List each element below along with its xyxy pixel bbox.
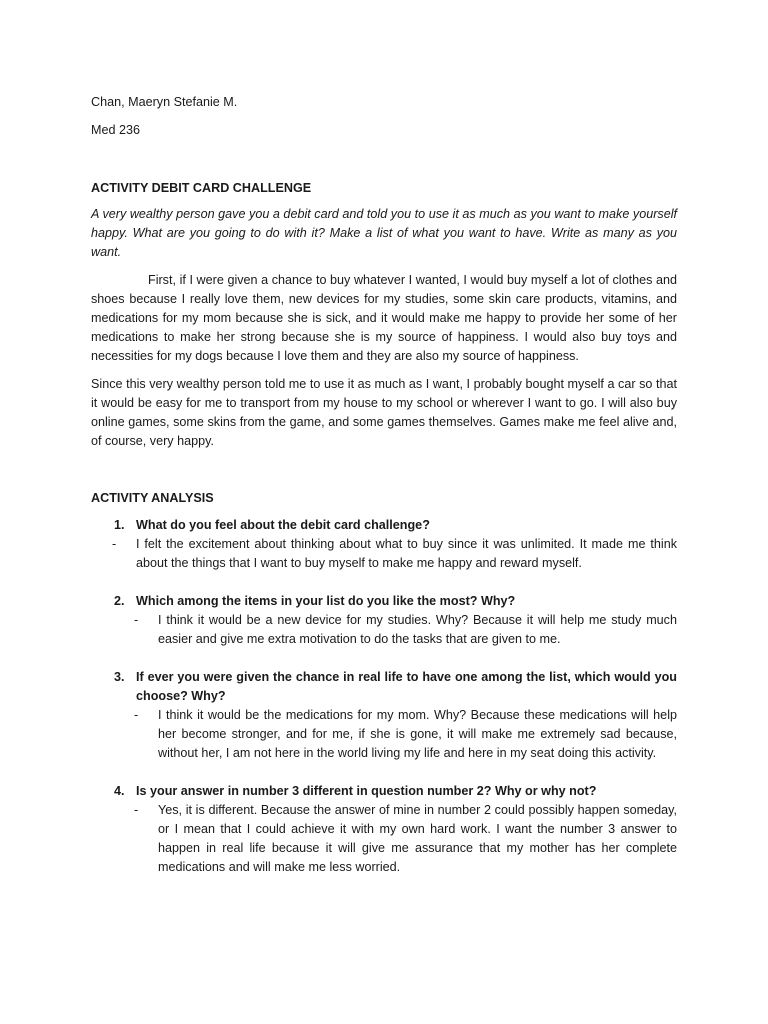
analysis-title: ACTIVITY ANALYSIS bbox=[91, 491, 214, 505]
question-text: Which among the items in your list do you like the most? Why? bbox=[136, 594, 516, 608]
question-text: What do you feel about the debit card challenge? bbox=[136, 518, 430, 532]
answer-row bbox=[134, 801, 677, 877]
question-number: 3. bbox=[114, 670, 125, 684]
answer-row bbox=[134, 706, 677, 763]
bullet-dash: - bbox=[112, 537, 117, 551]
bullet-dash: - bbox=[134, 613, 139, 627]
question-number: 1. bbox=[114, 518, 125, 532]
question-number: 2. bbox=[114, 594, 125, 608]
activity-prompt: A very wealthy person gave you a debit card and told you to use it as much as you want to make yourself happy. What are you going to do with it? Make a list of what you want to have. Write as many as you want. bbox=[91, 207, 677, 259]
question-text: If ever you were given the chance in real life to have one among the list, which would you choose? Why? bbox=[136, 670, 677, 703]
response-paragraph-1: First, if I were given a chance to buy whatever I wanted, I would buy myself a lot of clothes and shoes because I really love them, new devices for my studies, some skin care products, vitamins, and medications for my mom because she is sick, and it would make me happy to provide her some of her medications to make her strong because she is my source of happiness. I would also buy toys and necessities for my dogs because I love them and they are also my source of happiness. bbox=[91, 273, 677, 363]
question-number: 4. bbox=[114, 784, 125, 798]
question-text: Is your answer in number 3 different in question number 2? Why or why not? bbox=[136, 784, 597, 798]
bullet-dash: - bbox=[134, 803, 139, 817]
activity-title: ACTIVITY DEBIT CARD CHALLENGE bbox=[91, 181, 312, 195]
analysis-item-3 bbox=[91, 668, 677, 763]
answer-text: Yes, it is different. Because the answer of mine in number 2 could possibly happen someday, or I mean that I could achieve it with my own hard work. I want the number 3 answer to happen in real life because it will give me assurance that my mother has her complete medications and will make me less worried. bbox=[158, 803, 677, 874]
answer-row bbox=[134, 611, 677, 649]
answer-text: I think it would be a new device for my studies. Why? Because it will help me study much easier and give me extra motivation to do the tasks that are given to me. bbox=[158, 613, 677, 646]
course-code: Med 236 bbox=[91, 123, 141, 137]
analysis-item-1 bbox=[91, 516, 677, 573]
answer-text: I think it would be the medications for my mom. Why? Because these medications will help her become stronger, and for me, if she is gone, it will make me extremely sad because, without her, I am not here in the world living my life and here in my seat doing this activity. bbox=[158, 708, 677, 760]
response-paragraph-2: Since this very wealthy person told me to use it as much as I want, I probably bought myself a car so that it would be easy for me to transport from my house to my school or wherever I want to go. I will also buy online games, some skins from the game, and some games themselves. Games make me feel alive and, of course, very happy. bbox=[91, 377, 677, 448]
student-name: Chan, Maeryn Stefanie M. bbox=[91, 95, 238, 109]
analysis-item-2 bbox=[91, 592, 677, 649]
analysis-question-list bbox=[91, 516, 677, 877]
answer-text: I felt the excitement about thinking about what to buy since it was unlimited. It made me think about the things that I want to buy myself to make me happy and reward myself. bbox=[136, 537, 677, 570]
bullet-dash: - bbox=[134, 708, 139, 722]
analysis-item-4 bbox=[91, 782, 677, 877]
answer-row bbox=[112, 535, 677, 573]
